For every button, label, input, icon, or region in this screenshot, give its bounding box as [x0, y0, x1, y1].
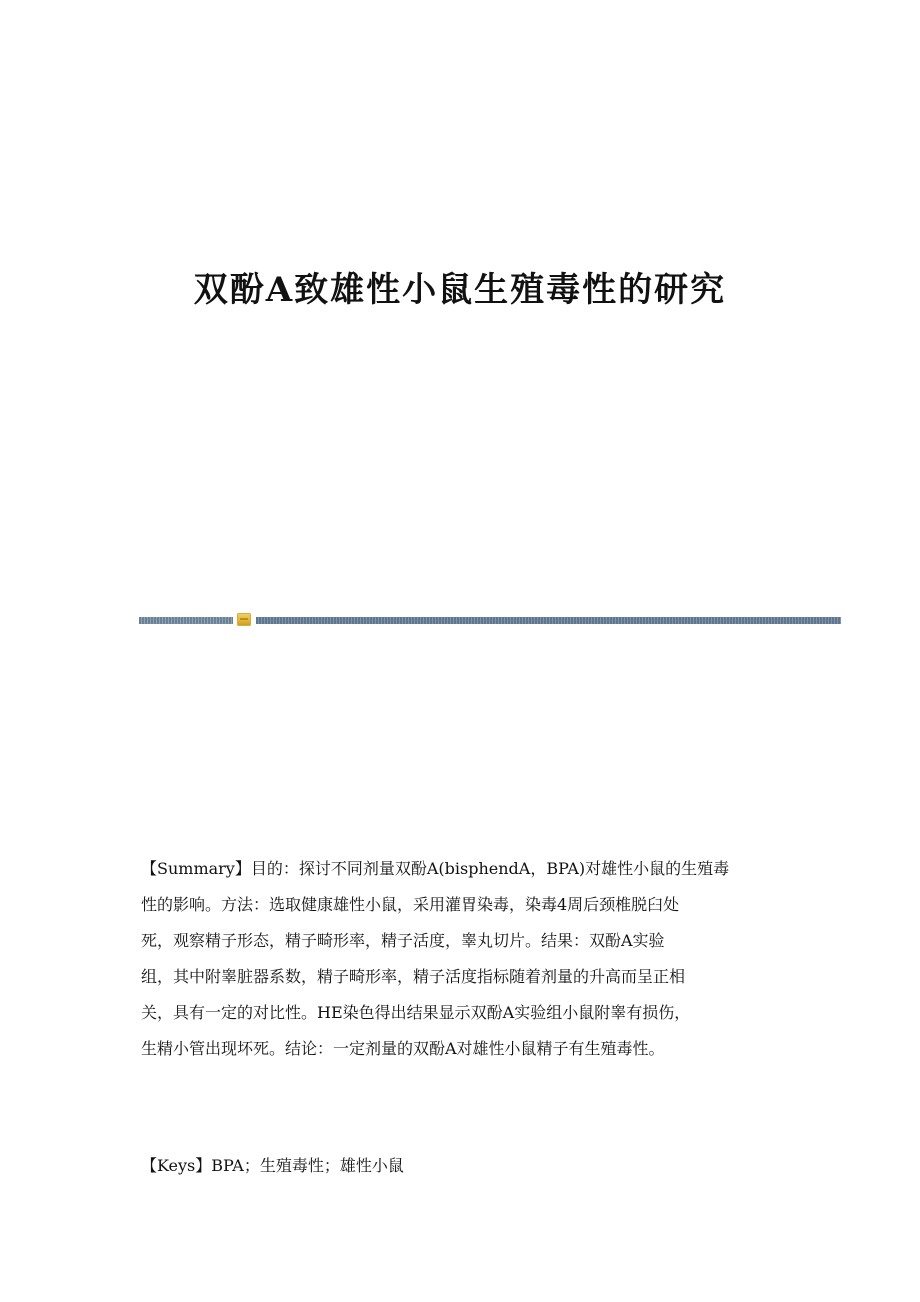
- document-title: 双酚A致雄性小鼠生殖毒性的研究: [193, 270, 727, 310]
- abstract-line: 死，观察精子形态，精子畸形率，精子活度，睾丸切片。结果：双酚A实验: [141, 931, 665, 950]
- divider-bar-left: [139, 617, 233, 624]
- abstract-line: 【Summary】目的：探讨不同剂量双酚A(bisphendA，BPA)对雄性小鼠的生殖毒: [141, 859, 730, 878]
- abstract-line: 生精小管出现坏死。结论：一定剂量的双酚A对雄性小鼠精子有生殖毒性。: [141, 1039, 665, 1058]
- decorative-divider: [139, 612, 841, 628]
- abstract-line: 性的影响。方法：选取健康雄性小鼠，采用灌胃染毒，染毒4周后颈椎脱臼处: [141, 895, 680, 914]
- abstract-line: 组，其中附睾脏器系数，精子畸形率，精子活度指标随着剂量的升高而呈正相: [141, 967, 686, 986]
- abstract-line: 关，具有一定的对比性。HE染色得出结果显示双酚A实验组小鼠附睾有损伤，: [141, 1003, 691, 1022]
- divider-emblem-icon: [237, 613, 251, 626]
- divider-bar-right: [256, 617, 841, 624]
- abstract-paragraph: [141, 851, 781, 1067]
- keywords-line: 【Keys】BPA；生殖毒性；雄性小鼠: [141, 1156, 404, 1175]
